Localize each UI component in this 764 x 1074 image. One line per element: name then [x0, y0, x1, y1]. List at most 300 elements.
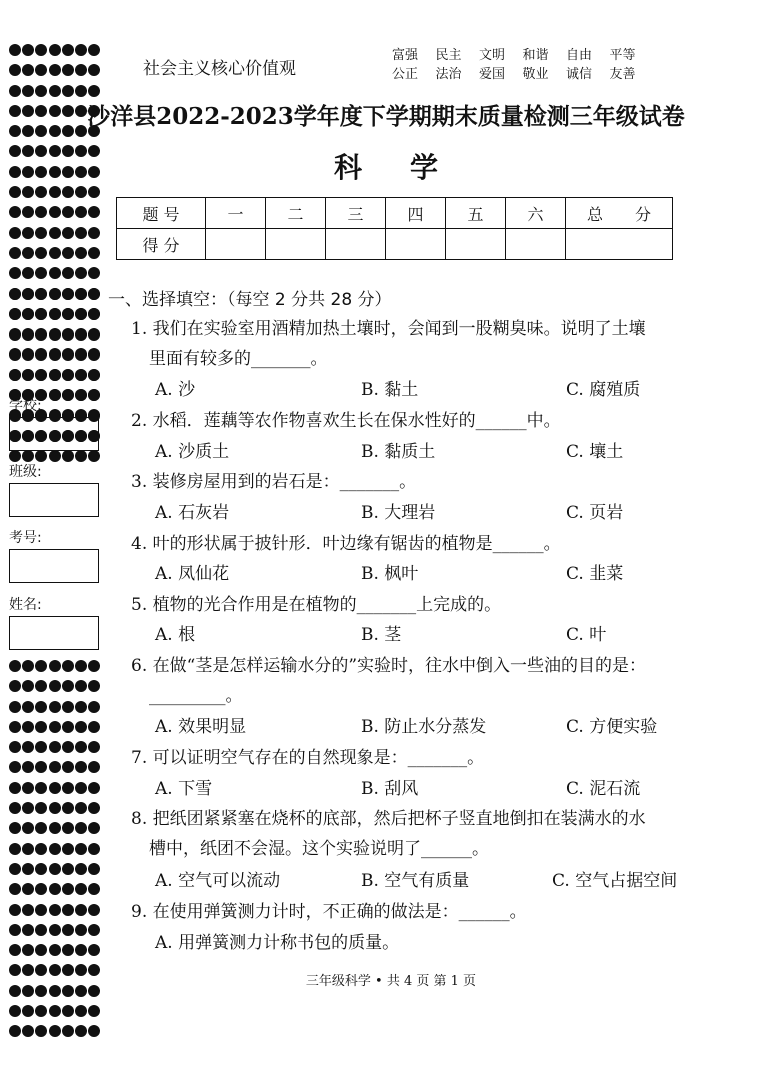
binding-dot: [62, 761, 74, 773]
option[interactable]: B. 空气有质量: [361, 871, 470, 891]
binding-dot: [9, 267, 21, 279]
binding-dot: [62, 822, 74, 834]
score-header-cell: 三: [326, 198, 386, 229]
binding-dot: [22, 863, 34, 875]
question-stem-continued: _________。: [149, 686, 243, 706]
binding-dot: [9, 1025, 21, 1037]
binding-dot: [62, 227, 74, 239]
binding-dot: [22, 308, 34, 320]
score-header-cell: 六: [506, 198, 566, 229]
binding-dot: [75, 883, 87, 895]
binding-dot: [75, 782, 87, 794]
core-value: 公正: [392, 67, 419, 82]
binding-dot: [9, 904, 21, 916]
binding-dot: [35, 680, 47, 692]
score-cell[interactable]: [566, 229, 673, 260]
score-table-score-row: [117, 229, 673, 260]
binding-dot: [49, 680, 61, 692]
score-cell[interactable]: [506, 229, 566, 260]
score-table: [116, 197, 673, 260]
core-value: 富强: [392, 48, 419, 63]
binding-dot: [35, 349, 47, 361]
binding-dot: [62, 904, 74, 916]
binding-dot: [9, 64, 21, 76]
binding-dot: [22, 761, 34, 773]
question-4: [131, 529, 701, 559]
binding-dot: [9, 761, 21, 773]
binding-dot: [49, 761, 61, 773]
binding-dot: [9, 660, 21, 672]
option[interactable]: B. 大理岩: [361, 503, 436, 523]
binding-dot: [88, 782, 100, 794]
binding-dot: [62, 843, 74, 855]
binding-dot: [88, 44, 100, 56]
subject-title: 科学: [333, 151, 486, 184]
option[interactable]: C. 空气占据空间: [552, 871, 678, 891]
binding-dot: [75, 741, 87, 753]
binding-dot: [88, 267, 100, 279]
binding-dot: [75, 701, 87, 713]
binding-dot: [22, 843, 34, 855]
binding-dot: [35, 883, 47, 895]
core-value: 诚信: [566, 67, 593, 82]
class-input-box[interactable]: [9, 483, 99, 517]
binding-dot: [49, 349, 61, 361]
binding-dot: [62, 206, 74, 218]
binding-dot: [62, 450, 74, 462]
binding-dot: [35, 660, 47, 672]
exam-number-input-box[interactable]: [9, 549, 99, 583]
binding-dot: [35, 904, 47, 916]
binding-dot: [35, 267, 47, 279]
option[interactable]: C. 腐殖质: [566, 380, 641, 400]
binding-dot: [22, 64, 34, 76]
binding-dot: [62, 267, 74, 279]
question-9: [131, 897, 701, 927]
binding-dot: [88, 288, 100, 300]
binding-dot: [62, 883, 74, 895]
binding-dot: [88, 660, 100, 672]
binding-dot: [22, 349, 34, 361]
binding-dot: [75, 802, 87, 814]
binding-dot: [22, 701, 34, 713]
binding-dot: [49, 863, 61, 875]
binding-dot: [9, 822, 21, 834]
binding-dot: [75, 64, 87, 76]
binding-dot: [22, 660, 34, 672]
option[interactable]: B. 茎: [361, 625, 402, 645]
binding-dot: [75, 863, 87, 875]
binding-dot: [22, 721, 34, 733]
binding-dot: [75, 349, 87, 361]
binding-dot: [9, 721, 21, 733]
binding-dot: [88, 741, 100, 753]
score-row-label: 得 分: [117, 229, 206, 260]
binding-dot: [75, 450, 87, 462]
option[interactable]: B. 刮风: [361, 779, 419, 799]
binding-dot: [75, 267, 87, 279]
binding-dot: [9, 924, 21, 936]
option[interactable]: A. 空气可以流动: [155, 871, 281, 891]
binding-dot: [49, 267, 61, 279]
core-value: 自由: [566, 48, 593, 63]
exam-number-label: 考号:: [9, 530, 42, 546]
binding-dot: [62, 721, 74, 733]
binding-dot: [22, 44, 34, 56]
score-header-cell: 一: [206, 198, 266, 229]
binding-dot: [88, 329, 100, 341]
binding-dot: [88, 721, 100, 733]
binding-dot: [88, 680, 100, 692]
binding-dot: [35, 288, 47, 300]
binding-dot: [62, 802, 74, 814]
question-5: [131, 590, 701, 620]
binding-dot: [88, 450, 100, 462]
binding-dot: [9, 782, 21, 794]
core-value: 民主: [435, 48, 462, 63]
option[interactable]: C. 泥石流: [566, 779, 641, 799]
score-table-header-row: [117, 198, 673, 229]
binding-dot: [35, 721, 47, 733]
binding-dot: [62, 247, 74, 259]
binding-dot: [9, 450, 21, 462]
score-cell[interactable]: [266, 229, 326, 260]
binding-dot: [22, 883, 34, 895]
score-cell[interactable]: [326, 229, 386, 260]
score-header-cell: 五: [446, 198, 506, 229]
score-cell[interactable]: [446, 229, 506, 260]
binding-dot: [22, 680, 34, 692]
binding-dot: [75, 308, 87, 320]
binding-dot: [49, 822, 61, 834]
binding-dot: [88, 944, 100, 956]
option[interactable]: A. 下雪: [155, 779, 213, 799]
school-input-box[interactable]: [9, 417, 99, 451]
score-header-cell: 总 分: [566, 198, 673, 229]
binding-dot: [49, 1025, 61, 1037]
binding-dot: [75, 85, 87, 97]
core-values-title: 社会主义核心价值观: [143, 59, 296, 79]
binding-dot: [22, 369, 34, 381]
binding-dot: [75, 1005, 87, 1017]
binding-dot: [62, 660, 74, 672]
binding-dot: [62, 186, 74, 198]
binding-dot: [88, 85, 100, 97]
binding-dot: [49, 904, 61, 916]
binding-dot: [49, 944, 61, 956]
binding-dot: [35, 308, 47, 320]
option[interactable]: C. 页岩: [566, 503, 624, 523]
binding-dot: [49, 1005, 61, 1017]
score-header-cell: 四: [386, 198, 446, 229]
binding-dot: [9, 247, 21, 259]
binding-dot: [62, 64, 74, 76]
binding-dot: [22, 85, 34, 97]
binding-dot: [9, 944, 21, 956]
school-field: [9, 397, 99, 451]
score-header-cell: 二: [266, 198, 326, 229]
binding-dot: [35, 782, 47, 794]
binding-dot: [9, 288, 21, 300]
binding-dot: [9, 308, 21, 320]
binding-dot: [22, 206, 34, 218]
core-value: 友善: [609, 67, 636, 82]
binding-dot: [35, 822, 47, 834]
binding-dot: [49, 741, 61, 753]
option[interactable]: C. 壤土: [566, 442, 624, 462]
binding-dot: [49, 206, 61, 218]
binding-dot: [49, 924, 61, 936]
binding-dot: [35, 44, 47, 56]
option[interactable]: C. 叶: [566, 625, 607, 645]
question-2: [131, 406, 701, 436]
binding-dot: [49, 660, 61, 672]
binding-dot: [75, 44, 87, 56]
binding-dot: [9, 883, 21, 895]
binding-dot: [88, 822, 100, 834]
binding-dot: [49, 64, 61, 76]
binding-dot: [62, 349, 74, 361]
binding-dot: [88, 883, 100, 895]
binding-dot: [35, 64, 47, 76]
page-footer: 三年级科学 • 共 4 页 第 1 页: [305, 974, 477, 989]
binding-dot: [35, 206, 47, 218]
binding-dot: [22, 1005, 34, 1017]
binding-dot: [62, 680, 74, 692]
binding-dot: [9, 85, 21, 97]
binding-dot: [9, 369, 21, 381]
binding-dot: [9, 1005, 21, 1017]
question-stem: 2. 水稻．莲藕等农作物喜欢生长在保水性好的______中。: [131, 411, 561, 431]
binding-dot: [49, 227, 61, 239]
binding-dot: [49, 782, 61, 794]
binding-dot: [75, 822, 87, 834]
binding-dot: [35, 329, 47, 341]
binding-dot: [88, 308, 100, 320]
binding-dot: [62, 741, 74, 753]
binding-dot: [88, 802, 100, 814]
binding-dot: [75, 843, 87, 855]
binding-dot: [88, 701, 100, 713]
binding-dot: [49, 701, 61, 713]
binding-dot: [62, 782, 74, 794]
binding-dot: [62, 308, 74, 320]
binding-dot: [49, 329, 61, 341]
binding-dot: [35, 701, 47, 713]
exam-title: 沙洋县2022-2023学年度下学期期末质量检测三年级试卷: [87, 103, 685, 130]
binding-dot: [75, 721, 87, 733]
binding-dot: [75, 186, 87, 198]
option[interactable]: A. 用弹簧测力计称书包的质量。: [155, 933, 400, 953]
binding-dot: [49, 44, 61, 56]
binding-dot: [49, 288, 61, 300]
question-stem-continued: 里面有较多的_______。: [149, 349, 328, 369]
school-label: 学校:: [9, 398, 42, 414]
option[interactable]: A. 沙: [155, 380, 196, 400]
option[interactable]: A. 根: [155, 625, 196, 645]
name-field: [9, 596, 99, 650]
binding-dot: [49, 802, 61, 814]
binding-dot: [88, 64, 100, 76]
binding-dot: [75, 660, 87, 672]
binding-dot: [9, 802, 21, 814]
question-1: [131, 314, 701, 374]
binding-dot: [75, 904, 87, 916]
binding-dot: [35, 802, 47, 814]
binding-dot: [35, 450, 47, 462]
binding-dot: [22, 741, 34, 753]
core-value: 爱国: [479, 67, 506, 82]
question-stem: 5. 植物的光合作用是在植物的_______上完成的。: [131, 595, 502, 615]
binding-dot: [22, 782, 34, 794]
binding-dot: [35, 186, 47, 198]
binding-dot: [22, 802, 34, 814]
question-6: [131, 651, 701, 711]
question-7: [131, 743, 701, 773]
binding-dot: [35, 247, 47, 259]
binding-dot: [49, 308, 61, 320]
question-8: [131, 804, 701, 864]
binding-dot: [9, 227, 21, 239]
binding-dot: [88, 1025, 100, 1037]
binding-dot: [49, 369, 61, 381]
binding-dot: [22, 227, 34, 239]
binding-dot: [75, 369, 87, 381]
question-stem: 6. 在做“茎是怎样运输水分的”实验时，往水中倒入一些油的目的是：: [131, 656, 647, 676]
binding-dot: [49, 450, 61, 462]
binding-dot: [88, 247, 100, 259]
binding-dot: [22, 247, 34, 259]
binding-dot: [88, 904, 100, 916]
binding-dot: [9, 186, 21, 198]
binding-dot: [49, 721, 61, 733]
binding-dot: [49, 843, 61, 855]
binding-dot: [35, 1025, 47, 1037]
binding-dot: [75, 1025, 87, 1037]
binding-dot: [9, 44, 21, 56]
binding-dot: [9, 329, 21, 341]
binding-dot: [35, 863, 47, 875]
binding-dot: [22, 944, 34, 956]
binding-dot: [88, 206, 100, 218]
binding-dot: [62, 288, 74, 300]
option[interactable]: B. 防止水分蒸发: [361, 717, 487, 737]
option[interactable]: B. 黏质土: [361, 442, 436, 462]
binding-dot: [88, 843, 100, 855]
binding-dot: [49, 186, 61, 198]
binding-dot: [75, 944, 87, 956]
binding-dot: [75, 329, 87, 341]
binding-dot: [22, 924, 34, 936]
binding-dot: [62, 44, 74, 56]
core-values-grid: [392, 47, 653, 83]
option[interactable]: B. 枫叶: [361, 564, 419, 584]
name-input-box[interactable]: [9, 616, 99, 650]
binding-dot: [75, 288, 87, 300]
binding-dot: [35, 369, 47, 381]
section-heading: 一、选择填空：（每空 2 分共 28 分）: [108, 290, 392, 310]
option[interactable]: A. 石灰岩: [155, 503, 230, 523]
question-stem: 3. 装修房屋用到的岩石是：_______。: [131, 472, 417, 492]
binding-dot: [75, 227, 87, 239]
binding-dot: [62, 329, 74, 341]
exam-number-field: [9, 529, 99, 583]
binding-dot: [22, 822, 34, 834]
question-stem: 9. 在使用弹簧测力计时，不正确的做法是：______。: [131, 902, 527, 922]
binding-dot: [9, 741, 21, 753]
binding-dot: [49, 247, 61, 259]
binding-dot: [88, 863, 100, 875]
question-stem-continued: 槽中，纸团不会湿。这个实验说明了______。: [149, 839, 489, 859]
binding-dot: [88, 349, 100, 361]
binding-dot: [49, 883, 61, 895]
question-stem: 8. 把纸团紧紧塞在烧杯的底部，然后把杯子竖直地倒扣在装满水的水: [131, 809, 646, 829]
binding-dot: [62, 369, 74, 381]
binding-dot: [88, 924, 100, 936]
binding-dot: [9, 349, 21, 361]
binding-dot: [62, 85, 74, 97]
score-header-cell: 题 号: [117, 198, 206, 229]
binding-dot: [35, 843, 47, 855]
question-stem: 1. 我们在实验室用酒精加热土壤时，会闻到一股糊臭味。说明了土壤: [131, 319, 646, 339]
question-3: [131, 467, 701, 497]
score-cell[interactable]: [386, 229, 446, 260]
binding-dot: [75, 206, 87, 218]
core-value: 敬业: [522, 67, 549, 82]
option[interactable]: A. 沙质土: [155, 442, 230, 462]
binding-dot: [62, 944, 74, 956]
core-value: 和谐: [522, 48, 549, 63]
binding-dot: [22, 288, 34, 300]
binding-dot: [22, 267, 34, 279]
score-cell[interactable]: [206, 229, 266, 260]
option[interactable]: C. 方便实验: [566, 717, 658, 737]
binding-dot: [75, 680, 87, 692]
option[interactable]: B. 黏土: [361, 380, 419, 400]
class-field: [9, 463, 99, 517]
option[interactable]: A. 凤仙花: [155, 564, 230, 584]
option[interactable]: C. 韭菜: [566, 564, 624, 584]
binding-dot: [22, 1025, 34, 1037]
binding-dot: [35, 1005, 47, 1017]
core-value: 平等: [609, 48, 636, 63]
core-value: 文明: [479, 48, 506, 63]
binding-dot: [35, 85, 47, 97]
binding-dot: [88, 369, 100, 381]
binding-dot: [75, 761, 87, 773]
binding-dot: [35, 761, 47, 773]
binding-dot: [88, 186, 100, 198]
binding-dot: [35, 924, 47, 936]
binding-dot: [62, 863, 74, 875]
question-stem: 7. 可以证明空气存在的自然现象是：_______。: [131, 748, 485, 768]
binding-dot: [9, 863, 21, 875]
binding-dot: [75, 924, 87, 936]
binding-dot: [22, 904, 34, 916]
question-stem: 4. 叶的形状属于披针形．叶边缘有锯齿的植物是______。: [131, 534, 561, 554]
binding-dot: [62, 1025, 74, 1037]
binding-dot: [62, 1005, 74, 1017]
binding-dot: [35, 944, 47, 956]
binding-dot: [22, 450, 34, 462]
option[interactable]: A. 效果明显: [155, 717, 247, 737]
binding-dot: [75, 247, 87, 259]
binding-dot: [62, 924, 74, 936]
binding-dot: [62, 701, 74, 713]
binding-dot: [22, 329, 34, 341]
binding-dot: [49, 85, 61, 97]
binding-dot: [9, 701, 21, 713]
